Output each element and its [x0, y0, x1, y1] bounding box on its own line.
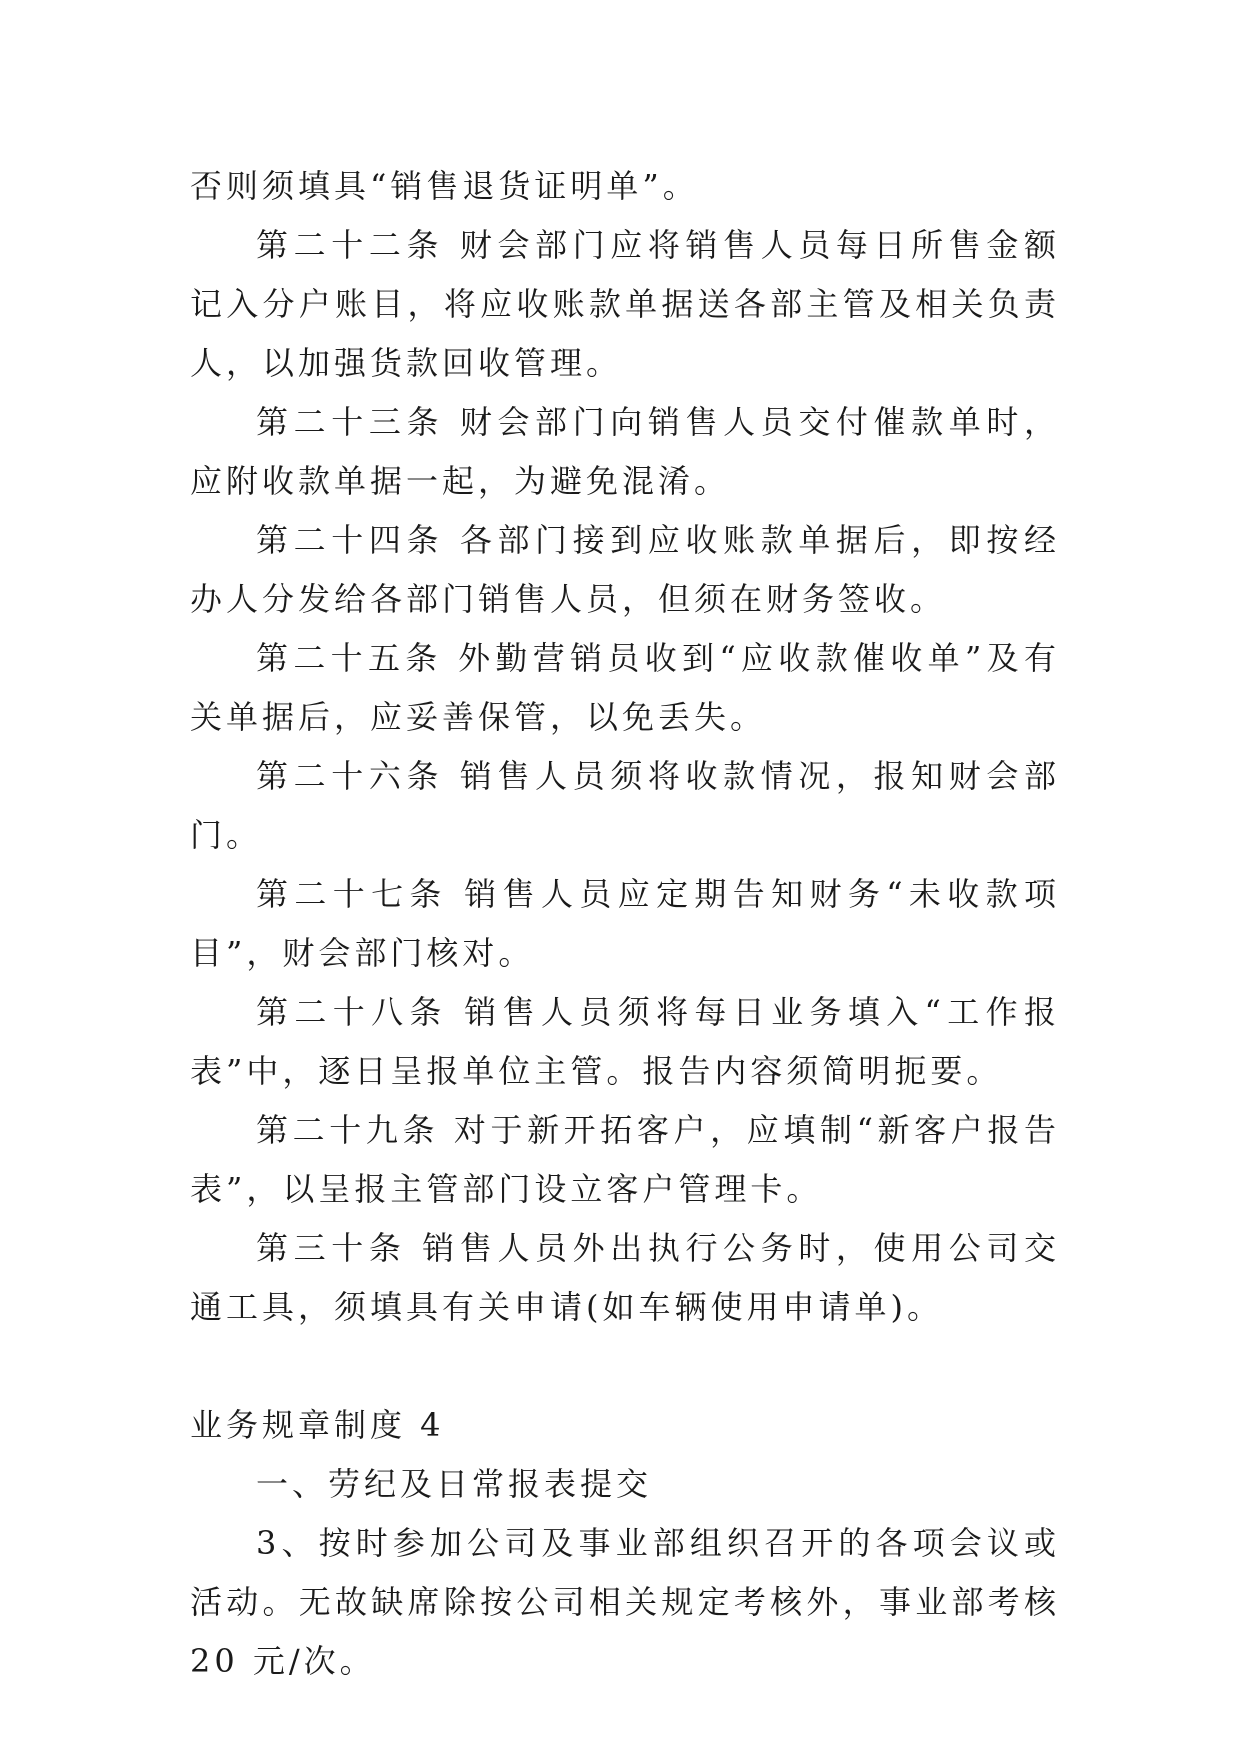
section-item-3: 3、按时参加公司及事业部组织召开的各项会议或活动。无故缺席除按公司相关规定考核外，事业部考核 20 元/次。 — [190, 1524, 1060, 1680]
article-29: 第二十九条 对于新开拓客户，应填制“新客户报告表”，以呈报主管部门设立客户管理卡。 — [190, 1111, 1060, 1208]
paragraph: 否则须填具“销售退货证明单”。 — [190, 167, 699, 205]
article-27: 第二十七条 销售人员应定期告知财务“未收款项目”，财会部门核对。 — [190, 875, 1060, 972]
document-body — [190, 157, 1060, 1691]
article-22: 第二十二条 财会部门应将销售人员每日所售金额记入分户账目，将应收账款单据送各部主管及相关负责人，以加强货款回收管理。 — [190, 226, 1060, 382]
article-28: 第二十八条 销售人员须将每日业务填入“工作报表”中，逐日呈报单位主管。报告内容须简明扼要。 — [190, 993, 1060, 1090]
article-30: 第三十条 销售人员外出执行公务时，使用公司交通工具，须填具有关申请(如车辆使用申请单)。 — [190, 1229, 1060, 1326]
article-25: 第二十五条 外勤营销员收到“应收款催收单”及有关单据后，应妥善保管，以免丢失。 — [190, 639, 1060, 736]
article-24: 第二十四条 各部门接到应收账款单据后，即按经办人分发给各部门销售人员，但须在财务签收。 — [190, 521, 1060, 618]
section-title: 业务规章制度 4 — [190, 1406, 445, 1444]
article-26: 第二十六条 销售人员须将收款情况，报知财会部门。 — [190, 757, 1060, 854]
article-23: 第二十三条 财会部门向销售人员交付催款单时，应附收款单据一起，为避免混淆。 — [190, 403, 1060, 500]
section-heading: 一、劳纪及日常报表提交 — [256, 1465, 653, 1503]
